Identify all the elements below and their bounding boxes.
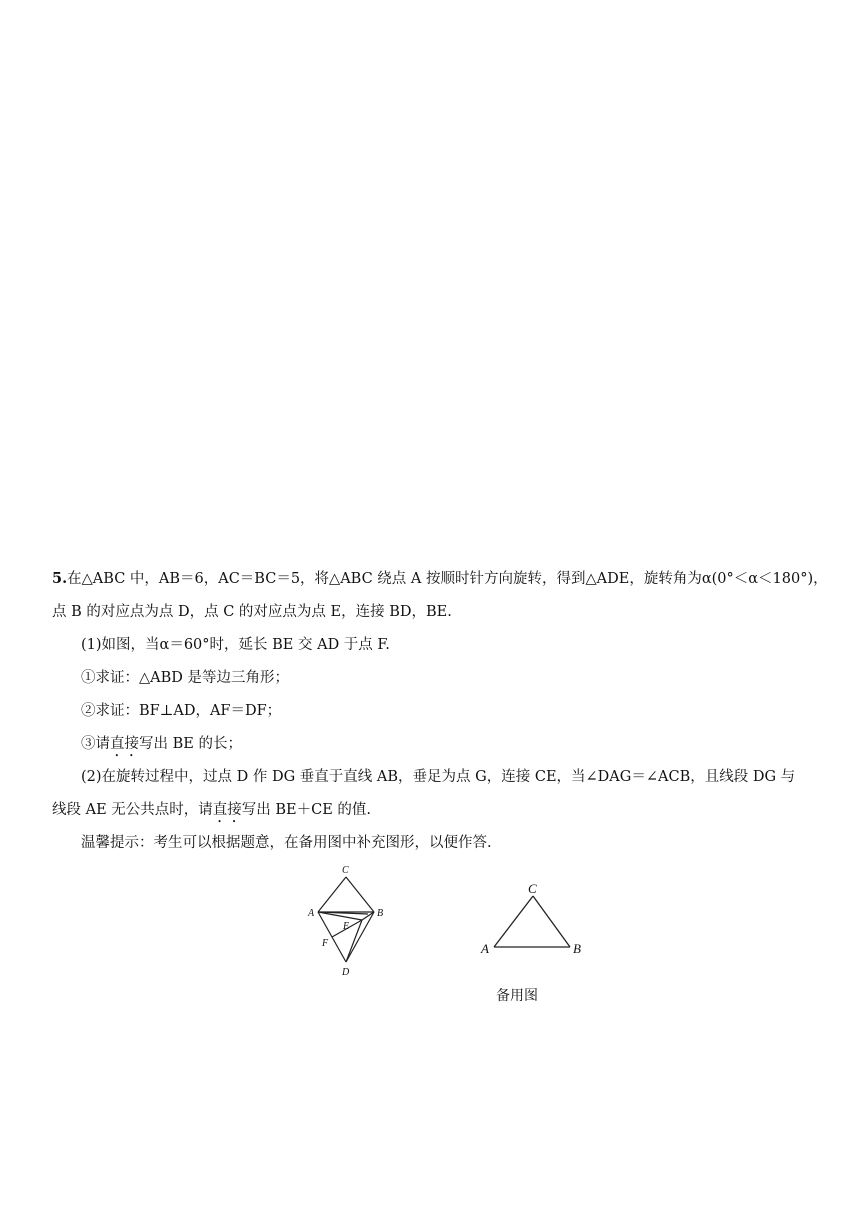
segment-CB xyxy=(346,877,374,912)
problem-number: 5. xyxy=(52,570,68,587)
emphasis-direct: 直接 xyxy=(212,802,242,818)
figure-spare xyxy=(478,878,588,958)
label-B: B xyxy=(377,908,384,919)
part1-sub1: ①求证：△ABD 是等边三角形； xyxy=(81,670,290,686)
spare-label-A: A xyxy=(481,941,489,956)
spare-segment-CB xyxy=(533,896,570,947)
problem-5 xyxy=(52,562,828,860)
label-D: D xyxy=(342,967,350,978)
problem-statement-line1: 5.在△ABC 中，AB＝6，AC＝BC＝5，将△ABC 绕点 A 按顺时针方向旋转，得到△ADE，旋转角为α(0°＜α＜180°)， xyxy=(52,570,828,587)
emphasis-direct: 直接 xyxy=(110,736,139,752)
spare-figure-caption: 备用图 xyxy=(496,988,538,1004)
part2-line2: 线段 AE 无公共点时，请直接写出 BE＋CE 的值. xyxy=(52,802,372,818)
figure-main xyxy=(300,855,400,985)
label-F: F xyxy=(322,938,329,949)
spare-label-C: C xyxy=(528,881,537,896)
label-A: A xyxy=(308,908,315,919)
part1-intro: (1)如图，当α＝60°时，延长 BE 交 AD 于点 F. xyxy=(81,637,390,653)
part1-sub3: ③请直接写出 BE 的长； xyxy=(81,736,242,752)
spare-label-B: B xyxy=(573,941,581,956)
label-C: C xyxy=(342,865,349,876)
part2-line1: (2)在旋转过程中，过点 D 作 DG 垂直于直线 AB，垂足为点 G，连接 CE，当∠DAG＝∠ACB，且线段 DG 与 xyxy=(81,769,796,785)
spare-segment-AC xyxy=(494,896,533,947)
label-E: E xyxy=(343,921,350,932)
hint-text: 温馨提示：考生可以根据题意，在备用图中补充图形，以便作答. xyxy=(81,835,492,851)
problem-statement-line2: 点 B 的对应点为点 D，点 C 的对应点为点 E，连接 BD，BE. xyxy=(52,604,452,620)
segment-AC xyxy=(318,877,346,912)
part1-sub2: ②求证：BF⊥AD，AF＝DF； xyxy=(81,703,282,719)
